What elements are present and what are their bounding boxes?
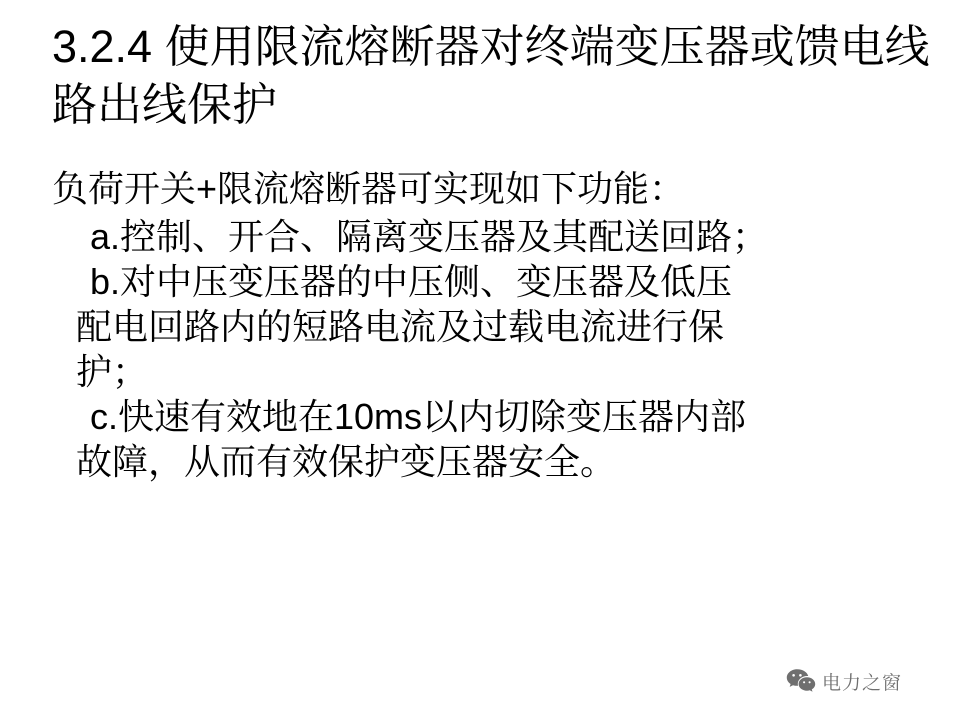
- list-item-c-text-1: 快速有效地在10ms以内切除变压器内部: [118, 395, 747, 437]
- list-item-c-line-2: 故障，从而有效保护变压器安全。: [76, 440, 617, 482]
- list-item-b-text-1: 对中压变压器的中压侧、变压器及低压: [120, 261, 733, 303]
- list-item-b-line-3: 护；: [76, 350, 149, 392]
- list-item-b-line-1: [90, 261, 932, 304]
- list-item-a-text: 控制、开合、隔离变压器及其配送回路；: [120, 216, 769, 258]
- list-item-a-line-1: [90, 216, 932, 259]
- list-item-c-line-1: [90, 396, 932, 439]
- slide-body: [52, 168, 932, 485]
- list-item: [52, 396, 932, 484]
- list-marker-a: a.: [90, 216, 121, 258]
- list-marker-c: c.: [90, 395, 119, 437]
- page-title: 3.2.4 使用限流熔断器对终端变压器或馈电线路出线保护: [52, 21, 930, 130]
- list-marker-b: b.: [90, 261, 121, 303]
- list-item: [52, 261, 932, 393]
- list-item-b-line-2: 配电回路内的短路电流及过载电流进行保: [76, 306, 725, 348]
- watermark: [786, 660, 946, 702]
- lead-text: 负荷开关+限流熔断器可实现如下功能：: [52, 168, 686, 209]
- watermark-label: 电力之窗: [822, 672, 903, 694]
- wechat-icon: [786, 668, 816, 694]
- list-item: [52, 216, 932, 259]
